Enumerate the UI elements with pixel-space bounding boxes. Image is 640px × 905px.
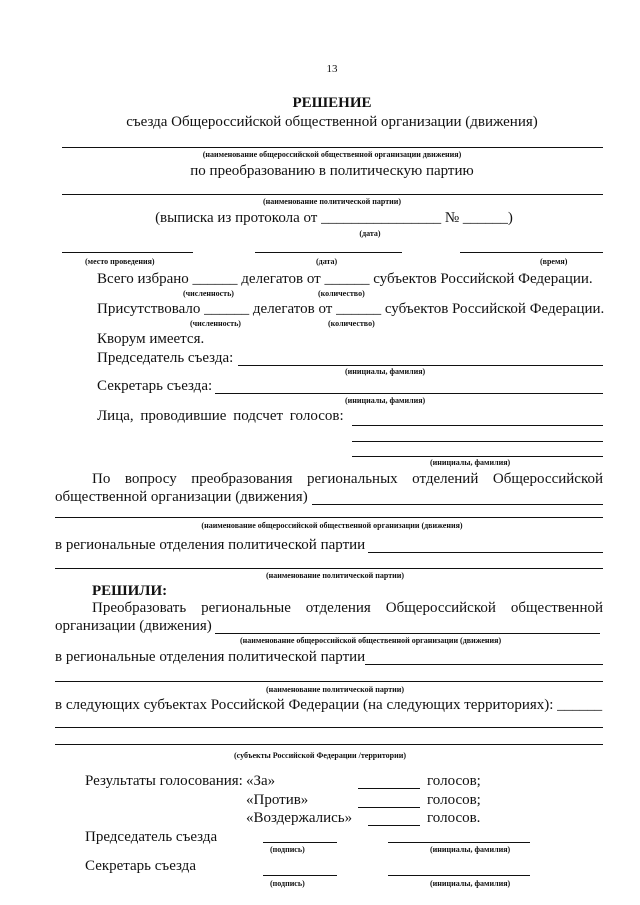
subjects-line-2[interactable] <box>55 744 603 745</box>
caption-signature: (подпись) <box>270 879 305 888</box>
caption-initials: (инициалы, фамилия) <box>345 367 426 376</box>
secretary-label: Секретарь съезда: <box>97 378 213 394</box>
into-party-text: в региональные отделения политической партии <box>55 537 366 553</box>
secretary-line[interactable] <box>215 393 603 394</box>
vote-abstained-label: «Воздержались» <box>246 810 353 826</box>
sign-chairman-label: Председатель съезда <box>85 829 218 845</box>
caption-org-name2: (наименование общероссийской общественной организации (движения) <box>240 636 502 645</box>
caption-org-name2: (наименование общероссийской общественной организации (движения) <box>201 521 463 530</box>
voting-label: Результаты голосования: <box>85 773 243 789</box>
question-line-1: По вопросу преобразования региональных отделений Общероссийской <box>92 471 603 487</box>
vote-against-unit: голосов; <box>427 792 481 808</box>
transform-line-1: Преобразовать региональные отделения Общероссийской общественной <box>92 600 603 616</box>
party-name-line[interactable] <box>62 194 603 195</box>
caption-initials: (инициалы, фамилия) <box>345 396 426 405</box>
chairman-label: Председатель съезда: <box>97 350 234 366</box>
caption-party-name: (наименование политической партии) <box>262 197 402 206</box>
caption-date: (дата) <box>359 229 381 238</box>
into-party-text: в региональные отделения политической партии <box>55 649 366 665</box>
counter-line-3[interactable] <box>352 456 603 457</box>
document-title: РЕШЕНИЕ <box>292 95 372 111</box>
caption-quantity: (количество) <box>328 319 375 328</box>
party-line-d[interactable] <box>55 681 603 682</box>
caption-number: (численность) <box>183 289 234 298</box>
place-line[interactable] <box>62 252 193 253</box>
caption-initials: (инициалы, фамилия) <box>430 879 511 888</box>
org-line-a[interactable] <box>312 504 603 505</box>
vote-for-unit: голосов; <box>427 773 481 789</box>
caption-signature: (подпись) <box>270 845 305 854</box>
transform-line-2: организации (движения) <box>55 618 212 634</box>
vote-for-line[interactable] <box>358 788 420 789</box>
secretary-signature-line[interactable] <box>263 875 337 876</box>
party-line-b[interactable] <box>55 568 603 569</box>
extract-text: (выписка из протокола от ________________ № ______) <box>155 210 513 226</box>
chairman-signature-line[interactable] <box>263 842 337 843</box>
chairman-line[interactable] <box>238 365 603 366</box>
counters-label: Лица, проводившие подсчет голосов: <box>97 408 344 424</box>
org-line-b[interactable] <box>55 517 603 518</box>
caption-date2: (дата) <box>316 257 338 266</box>
caption-number: (численность) <box>190 319 241 328</box>
caption-place: (место проведения) <box>85 257 155 266</box>
time-line[interactable] <box>460 252 603 253</box>
vote-against-label: «Против» <box>246 792 309 808</box>
party-line-c[interactable] <box>365 664 603 665</box>
caption-party-name: (наименование политической партии) <box>265 685 405 694</box>
caption-quantity: (количество) <box>318 289 365 298</box>
counter-line-2[interactable] <box>352 441 603 442</box>
subjects-label: в следующих субъектах Российской Федерации (на следующих территориях): ______ <box>55 697 603 713</box>
document-subtitle: съезда Общероссийской общественной организации (движения) <box>126 114 538 130</box>
decided-heading: РЕШИЛИ: <box>92 583 168 599</box>
caption-subjects: (субъекты Российской Федерации /территории) <box>233 751 407 760</box>
present-text: Присутствовало ______ делегатов от ______ субъектов Российской Федерации. <box>97 301 605 317</box>
subjects-line-1[interactable] <box>55 727 603 728</box>
vote-against-line[interactable] <box>358 807 420 808</box>
counter-line-1[interactable] <box>352 425 603 426</box>
caption-initials: (инициалы, фамилия) <box>430 845 511 854</box>
page-number: 13 <box>326 63 338 75</box>
date-line[interactable] <box>255 252 402 253</box>
quorum-text: Кворум имеется. <box>97 331 205 347</box>
party-line-a[interactable] <box>368 552 603 553</box>
vote-abstained-unit: голосов. <box>427 810 481 826</box>
question-line-2: общественной организации (движения) <box>55 489 308 505</box>
caption-initials: (инициалы, фамилия) <box>430 458 511 467</box>
org-name-line[interactable] <box>62 147 603 148</box>
vote-abstained-line[interactable] <box>368 825 420 826</box>
sign-secretary-label: Секретарь съезда <box>85 858 196 874</box>
chairman-name-line[interactable] <box>388 842 530 843</box>
caption-org-name: (наименование общероссийской общественной организации движения) <box>202 150 462 159</box>
caption-party-name: (наименование политической партии) <box>265 571 405 580</box>
purpose-text: по преобразованию в политическую партию <box>190 163 474 179</box>
elected-text: Всего избрано ______ делегатов от ______ субъектов Российской Федерации. <box>97 271 593 287</box>
secretary-name-line[interactable] <box>388 875 530 876</box>
vote-for-label: «За» <box>246 773 276 789</box>
caption-time: (время) <box>540 257 568 266</box>
org-line-c[interactable] <box>215 633 600 634</box>
